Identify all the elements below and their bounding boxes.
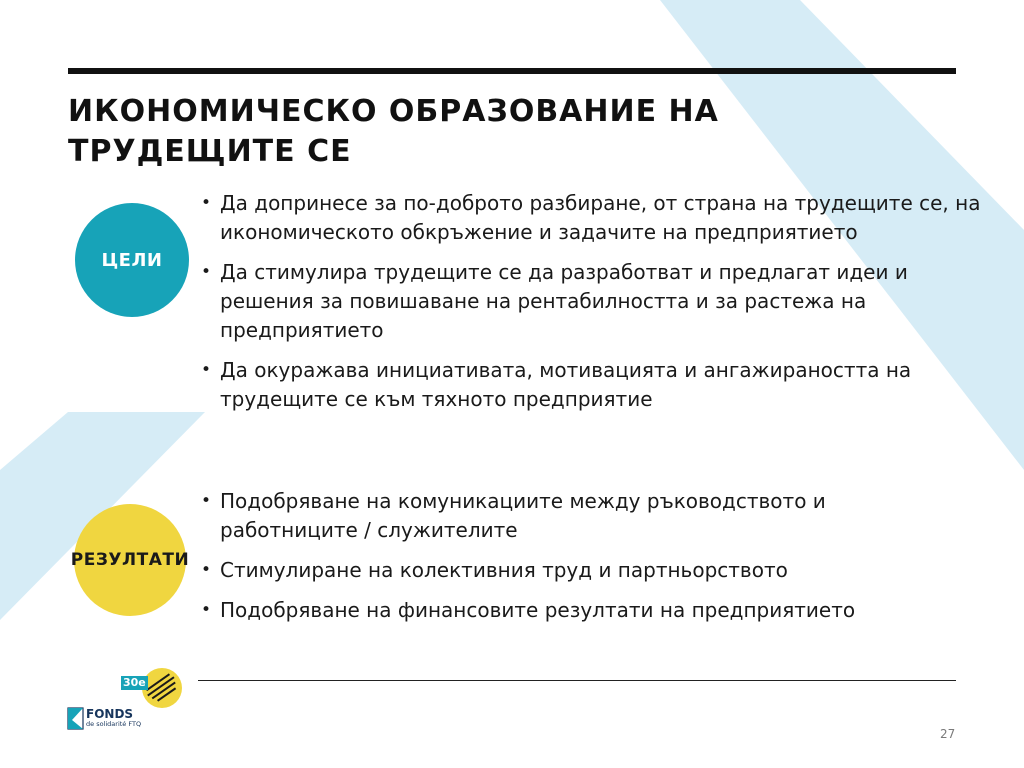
goals-circle: [75, 203, 189, 317]
bottom-divider-line: [198, 680, 956, 681]
anniversary-badge-icon: [142, 668, 182, 708]
top-divider-line: [68, 68, 956, 74]
results-list-item: • Стимулиране на колективния труд и партньорството: [198, 556, 968, 585]
fonds-flag-icon: [68, 708, 83, 729]
goals-list: [198, 189, 988, 425]
logo-subtitle: de solidarité FTQ: [86, 720, 142, 728]
page-number: 27: [940, 727, 956, 741]
results-circle: [70, 504, 190, 616]
goals-list-item: • Да окуражава инициативата, мотивацията и ангажираността на трудещите се към тяхното предприятие: [198, 356, 988, 414]
results-list-item: • Подобряване на финансовите резултати на предприятието: [198, 596, 968, 625]
goals-label: ЦЕЛИ: [101, 249, 163, 271]
slide-title: ИКОНОМИЧЕСКО ОБРАЗОВАНИЕ НА ТРУДЕЩИТЕ СЕ: [68, 94, 719, 169]
goals-list-item: • Да стимулира трудещите се да разработват и предлагат идеи и решения за повишаване на рентабилността и за растежа на предприятието: [198, 258, 988, 345]
results-list-item: • Подобряване на комуникациите между ръководството и работниците / служителите: [198, 487, 968, 545]
logo-wordmark: FONDS: [86, 707, 134, 721]
results-label: РЕЗУЛТАТИ: [70, 550, 190, 570]
goals-list-item: • Да допринесе за по-доброто разбиране, от страна на трудещите се, на икономическото обкръжение и задачите на предприятието: [198, 189, 988, 247]
results-list: [198, 487, 968, 636]
anniversary-badge-number: 30e: [123, 676, 146, 689]
